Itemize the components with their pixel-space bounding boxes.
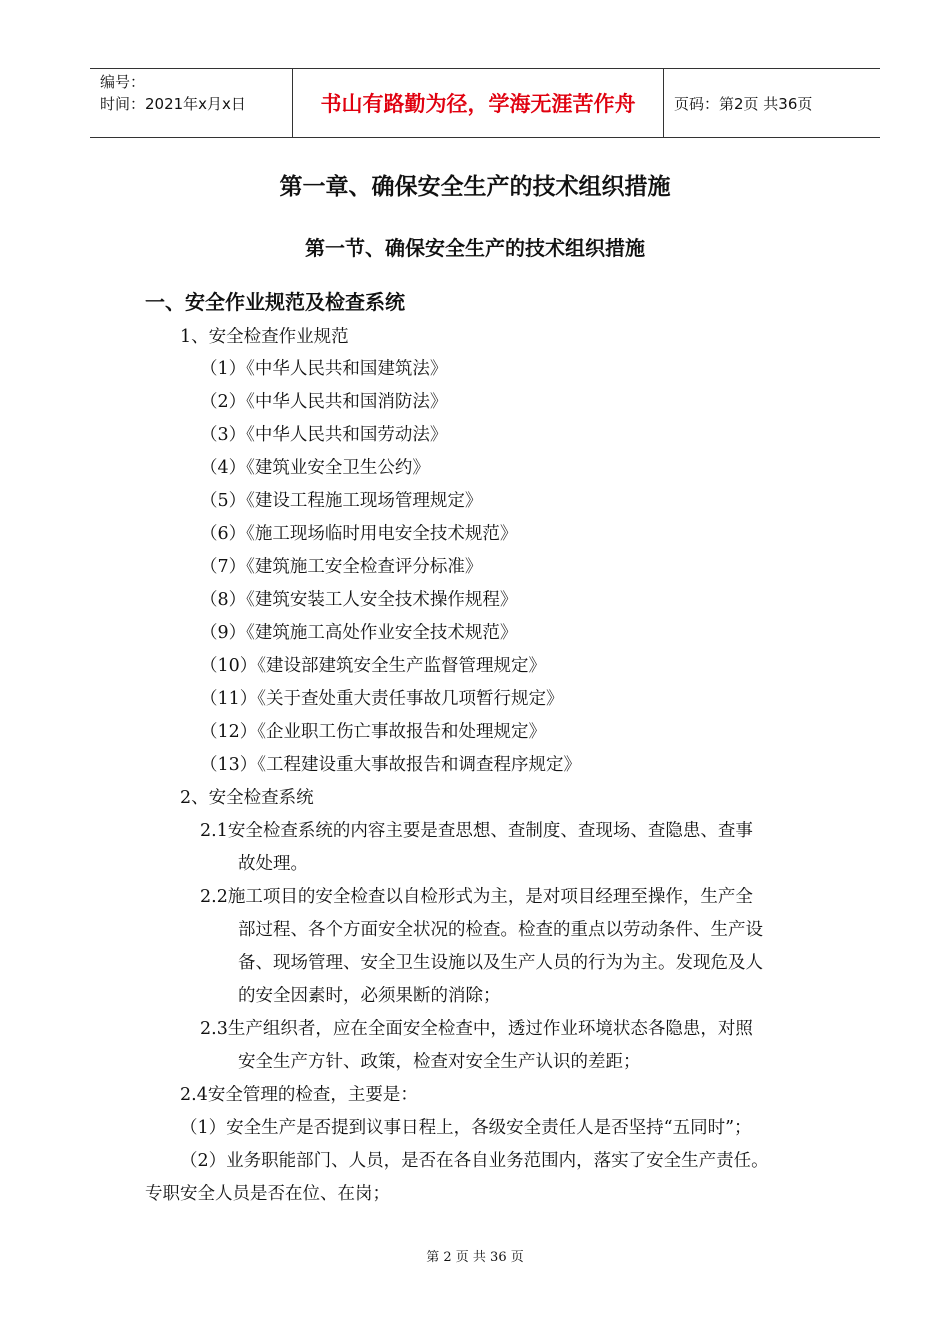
list-item: （1）《中华人民共和国建筑法》 xyxy=(200,359,448,379)
list-item: （3）《中华人民共和国劳动法》 xyxy=(200,425,448,445)
page-header xyxy=(90,68,880,138)
paragraph-line: 专职安全人员是否在位、在岗； xyxy=(145,1184,390,1204)
header-page-info: 页码：第2页 共36页 xyxy=(674,94,813,113)
list-item: （9）《建筑施工高处作业安全技术规范》 xyxy=(200,623,518,643)
heading-level-1: 一、安全作业规范及检查系统 xyxy=(145,290,405,314)
chapter-title: 第一章、确保安全生产的技术组织措施 xyxy=(279,174,671,200)
paragraph-line: 故处理。 xyxy=(238,854,308,874)
subheading: 1、安全检查作业规范 xyxy=(180,327,349,347)
paragraph-line: 部过程、各个方面安全状况的检查。检查的重点以劳动条件、生产设 xyxy=(238,920,763,940)
paragraph-line: 2.3生产组织者，应在全面安全检查中，透过作业环境状态各隐患，对照 xyxy=(200,1019,753,1039)
paragraph-line: 2.2施工项目的安全检查以自检形式为主，是对项目经理至操作，生产全 xyxy=(200,887,753,907)
header-meta xyxy=(90,69,292,137)
list-item: （4）《建筑业安全卫生公约》 xyxy=(200,458,430,478)
list-item: （11）《关于查处重大责任事故几项暂行规定》 xyxy=(200,689,564,709)
paragraph-line: 安全生产方针、政策，检查对安全生产认识的差距； xyxy=(238,1052,641,1072)
number-label: 编号： xyxy=(100,73,146,91)
list-item: （13）《工程建设重大事故报告和调查程序规定》 xyxy=(200,755,582,775)
list-item: （10）《建设部建筑安全生产监督管理规定》 xyxy=(200,656,547,676)
paragraph-line: （2）业务职能部门、人员，是否在各自业务范围内，落实了安全生产责任。 xyxy=(180,1151,769,1171)
list-item: （6）《施工现场临时用电安全技术规范》 xyxy=(200,524,518,544)
paragraph-line: 备、现场管理、安全卫生设施以及生产人员的行为为主。发现危及人 xyxy=(238,953,763,973)
paragraph-line: （1）安全生产是否提到议事日程上，各级安全责任人是否坚持“五同时”； xyxy=(180,1118,752,1138)
paragraph-line: 2.1安全检查系统的内容主要是查思想、查制度、查现场、查隐患、查事 xyxy=(200,821,753,841)
list-item: （12）《企业职工伤亡事故报告和处理规定》 xyxy=(200,722,547,742)
section-title: 第一节、确保安全生产的技术组织措施 xyxy=(305,236,645,260)
header-motto: 书山有路勤为径，学海无涯苦作舟 xyxy=(292,69,664,137)
paragraph-line: 的安全因素时，必须果断的消除； xyxy=(238,986,501,1006)
paragraph-line: 2.4安全管理的检查，主要是： xyxy=(180,1085,418,1105)
list-item: （2）《中华人民共和国消防法》 xyxy=(200,392,448,412)
subheading: 2、安全检查系统 xyxy=(180,788,314,808)
page-footer: 第 2 页 共 36 页 xyxy=(426,1250,524,1265)
time-label: 时间：2021年x月x日 xyxy=(100,95,246,113)
list-item: （8）《建筑安装工人安全技术操作规程》 xyxy=(200,590,518,610)
list-item: （5）《建设工程施工现场管理规定》 xyxy=(200,491,483,511)
list-item: （7）《建筑施工安全检查评分标准》 xyxy=(200,557,483,577)
